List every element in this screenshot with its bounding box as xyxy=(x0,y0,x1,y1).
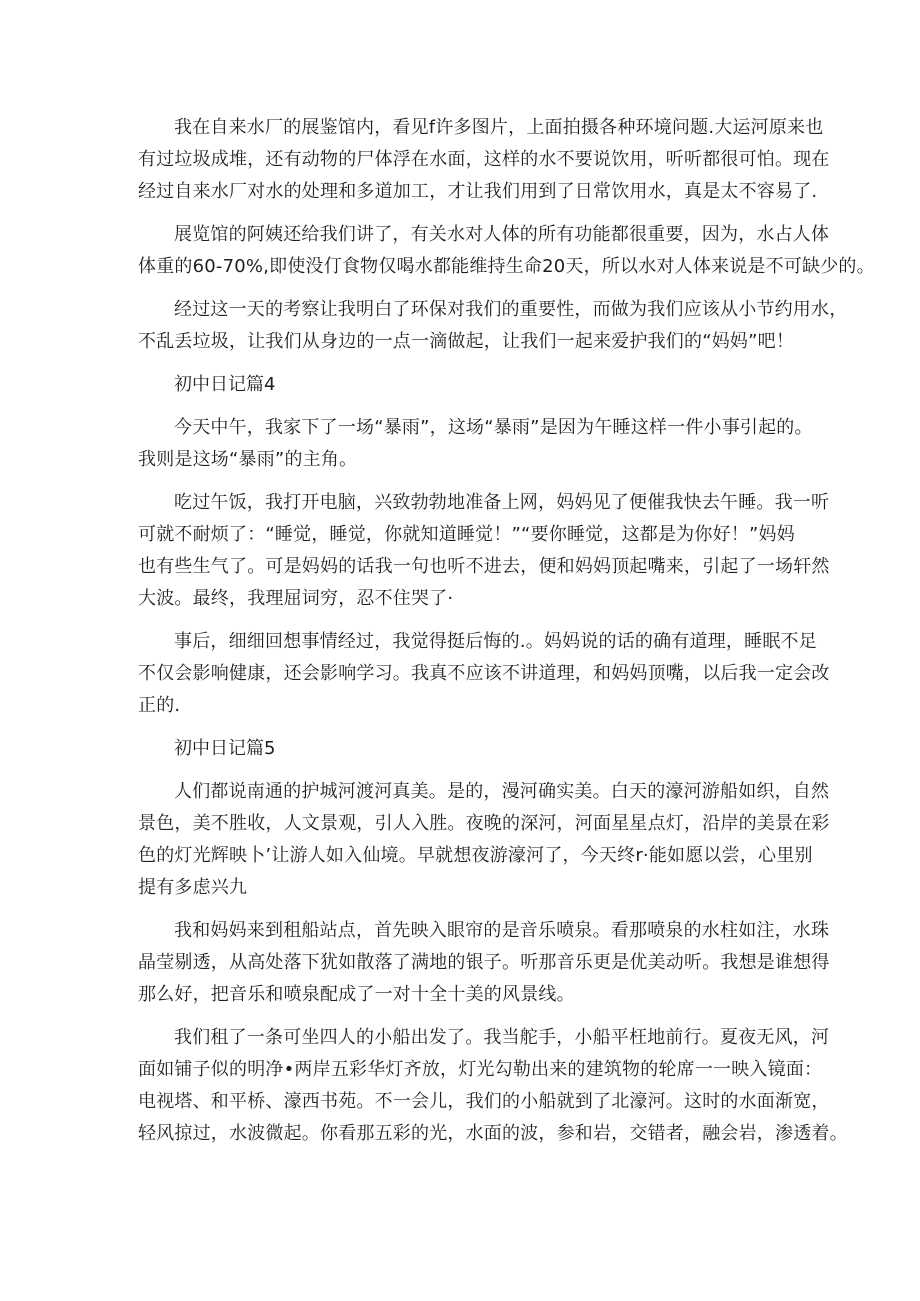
text-line: 色的灯光辉映卜’让游人如入仙境。早就想夜游濠河了，今天终r·能如愿以尝，心里别 xyxy=(138,845,813,866)
text-line: 可就不耐烦了：“睡觉，睡觉，你就知道睡觉！”“要你睡觉，这都是为你好！”妈妈 xyxy=(138,524,795,545)
text-line: 我和妈妈来到租船站点，首先映入眼帘的是音乐喷泉。看那喷泉的水柱如注，水珠 xyxy=(174,920,830,941)
paragraph xyxy=(138,412,813,476)
paragraph xyxy=(138,294,848,358)
paragraph xyxy=(138,219,875,283)
section-heading: 初中日记篇4 xyxy=(174,374,276,395)
text-line: 事后，细细回想事情经过，我觉得挺后悔的.。妈妈说的话的确有道理，睡眠不足 xyxy=(174,631,817,652)
text-line: 景色，美不胜收，人文景观，引人入胜。夜晚的深河，河面星星点灯，沿岸的美景在彩 xyxy=(138,813,830,834)
text-line: 我在自来水厂的展鉴馆内，看见f许多图片，上面拍摄各种环境问题.大运河原来也 xyxy=(174,117,824,138)
paragraph xyxy=(138,776,830,904)
text-line: 也有些生气了。可是妈妈的话我一句也听不进去，便和妈妈顶起嘴来，引起了一场轩然 xyxy=(138,556,830,577)
text-line: 提有多虑兴九 xyxy=(138,877,248,898)
text-line: 不乱丢垃圾，让我们从身边的一点一滴做起，让我们一起来爱护我们的“妈妈”吧！ xyxy=(138,331,795,352)
text-line: 有过垃圾成堆，还有动物的尸体浮在水面，这样的水不要说饮用，听听都很可怕。现在 xyxy=(138,149,830,170)
paragraph xyxy=(138,915,830,1011)
text-line: 我们租了一条可坐四人的小船出发了。我当舵手，小船平枉地前行。夏夜无风，河 xyxy=(174,1027,830,1048)
document-body xyxy=(138,112,875,1161)
text-line: 面如铺子似的明净•两岸五彩华灯齐放，灯光勾勒出来的建筑物的轮席一一映入镜面： xyxy=(138,1059,823,1080)
text-line: 吃过午饭，我打开电脑，兴致勃勃地准备上网，妈妈见了便催我快去午睡。我一听 xyxy=(174,492,830,513)
text-line: 不仅会影响健康，还会影响学习。我真不应该不讲道理，和妈妈顶嘴，以后我一定会改 xyxy=(138,663,830,684)
text-line: 轻风掠过，水波微起。你看那五彩的光，水面的波，参和岩，交错者，融会岩，渗透着。 xyxy=(138,1123,848,1144)
paragraph xyxy=(138,1022,848,1150)
text-line: 电视塔、和平桥、濠西书苑。不一会儿，我们的小船就到了北濠河。这时的水面渐宽， xyxy=(138,1091,830,1112)
text-line: 展览馆的阿姨还给我们讲了，有关水对人体的所有功能都很重要，因为，水占人体 xyxy=(174,224,830,245)
text-line: 经过这一天的考察让我明白了环保对我们的重要性，而做为我们应该从小节约用水， xyxy=(174,299,848,320)
text-line: 晶莹剔透，从高处落下犹如散落了满地的银子。听那音乐更是优美动听。我想是谁想得 xyxy=(138,952,830,973)
text-line: 体重的60-70%,即使没仃食物仅喝水都能维持生命20天，所以水对人体来说是不可缺少的。 xyxy=(138,256,875,277)
paragraph xyxy=(138,112,830,208)
text-line: 正的. xyxy=(138,695,181,716)
section-heading: 初中日记篇5 xyxy=(174,738,276,759)
paragraph xyxy=(138,626,830,722)
text-line: 那么好，把音乐和喷泉配成了一对十全十美的风景线。 xyxy=(138,984,575,1005)
text-line: 人们都说南通的护城河渡河真美。是的，漫河确实美。白天的濠河游船如织，自然 xyxy=(174,781,830,802)
text-line: 大波。最终，我理屈词穷，忍不住哭了· xyxy=(138,588,454,609)
paragraph xyxy=(138,487,830,615)
text-line: 我则是这场“暴雨”的主角。 xyxy=(138,449,358,470)
text-line: 经过自来水厂对水的处理和多道加工，才让我们用到了日常饮用水，真是太不容易了. xyxy=(138,181,818,202)
text-line: 今天中午，我家下了一场“暴雨”，这场“暴雨”是因为午睡这样一件小事引起的。 xyxy=(174,417,813,438)
